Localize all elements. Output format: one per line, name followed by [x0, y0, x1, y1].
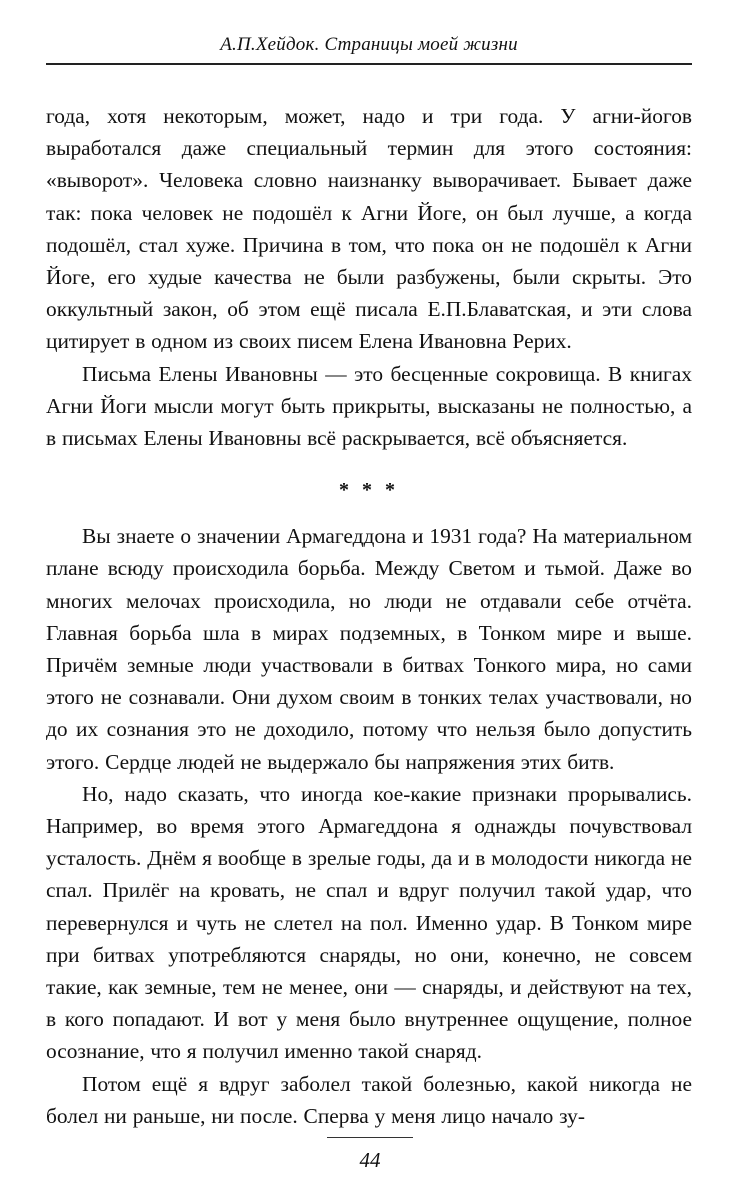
paragraph-2: Письма Елены Ивановны — это бесценные сокровища. В книгах Агни Йоги мысли могут быть прикрыты, высказаны не полностью, а в письмах Елены Ивановны всё раскрывается, всё объясняется.	[46, 361, 692, 451]
page-number: 44	[359, 1148, 381, 1172]
paragraph-5: Потом ещё я вдруг заболел такой болезнью, какой никогда не болел ни раньше, ни после. Сперва у меня лицо начало зу-	[46, 1071, 692, 1128]
paragraph-3: Вы знаете о значении Армагеддона и 1931 года? На материальном плане всюду происходила борьба. Между Светом и тьмой. Даже во многих мелочах происходила, но люди не отдавали себе отчёта. Главная борьба шла в мирах подземных, в Тонком мире и выше. Причём земные люди участвовали в битвах Тонкого мира, но сами этого не сознавали. Они духом своим в тонких телах участвовали, но до их сознания это не доходило, потому что нельзя было допустить этого. Сердце людей не выдержало бы напряжения этих битв.	[46, 524, 692, 774]
section-separator: * * *	[339, 479, 399, 502]
paragraph-4: Но, надо сказать, что иногда кое-какие признаки прорывались. Например, во время этого Армагеддона я однажды почувствовал усталость. Днём я вообще в зрелые годы, да и в молодости никогда не спал. Прилёг на кровать, не спал и вдруг получил такой удар, что перевернулся и чуть не слетел на пол. Именно удар. В Тонком мире при битвах употребляются снаряды, но они, конечно, не совсем такие, как земные, тем не менее, они — снаряды, и действуют на тех, в кого попадают. И вот у меня было внутреннее ощущение, полное осознание, что я получил именно такой снаряд.	[46, 781, 692, 1064]
paragraph-1: года, хотя некоторым, может, надо и три года. У агни-йогов выработался даже специальный термин для этого состояния: «выворот». Человека словно наизнанку выворачивает. Бывает даже так: пока человек не подошёл к Агни Йоге, он был лучше, а когда подошёл, стал хуже. Причина в том, что пока он не подошёл к Агни Йоге, его худые качества не были разбужены, были скрыты. Это оккультный закон, об этом ещё писала Е.П.Блаватская, и эти слова цитирует в одном из своих писем Елена Ивановна Рерих.	[46, 104, 692, 354]
page-body	[46, 100, 692, 1132]
footer-rule	[327, 1137, 413, 1138]
running-head-title: А.П.Хейдок. Страницы моей жизни	[220, 34, 518, 55]
header-rule	[46, 63, 692, 65]
